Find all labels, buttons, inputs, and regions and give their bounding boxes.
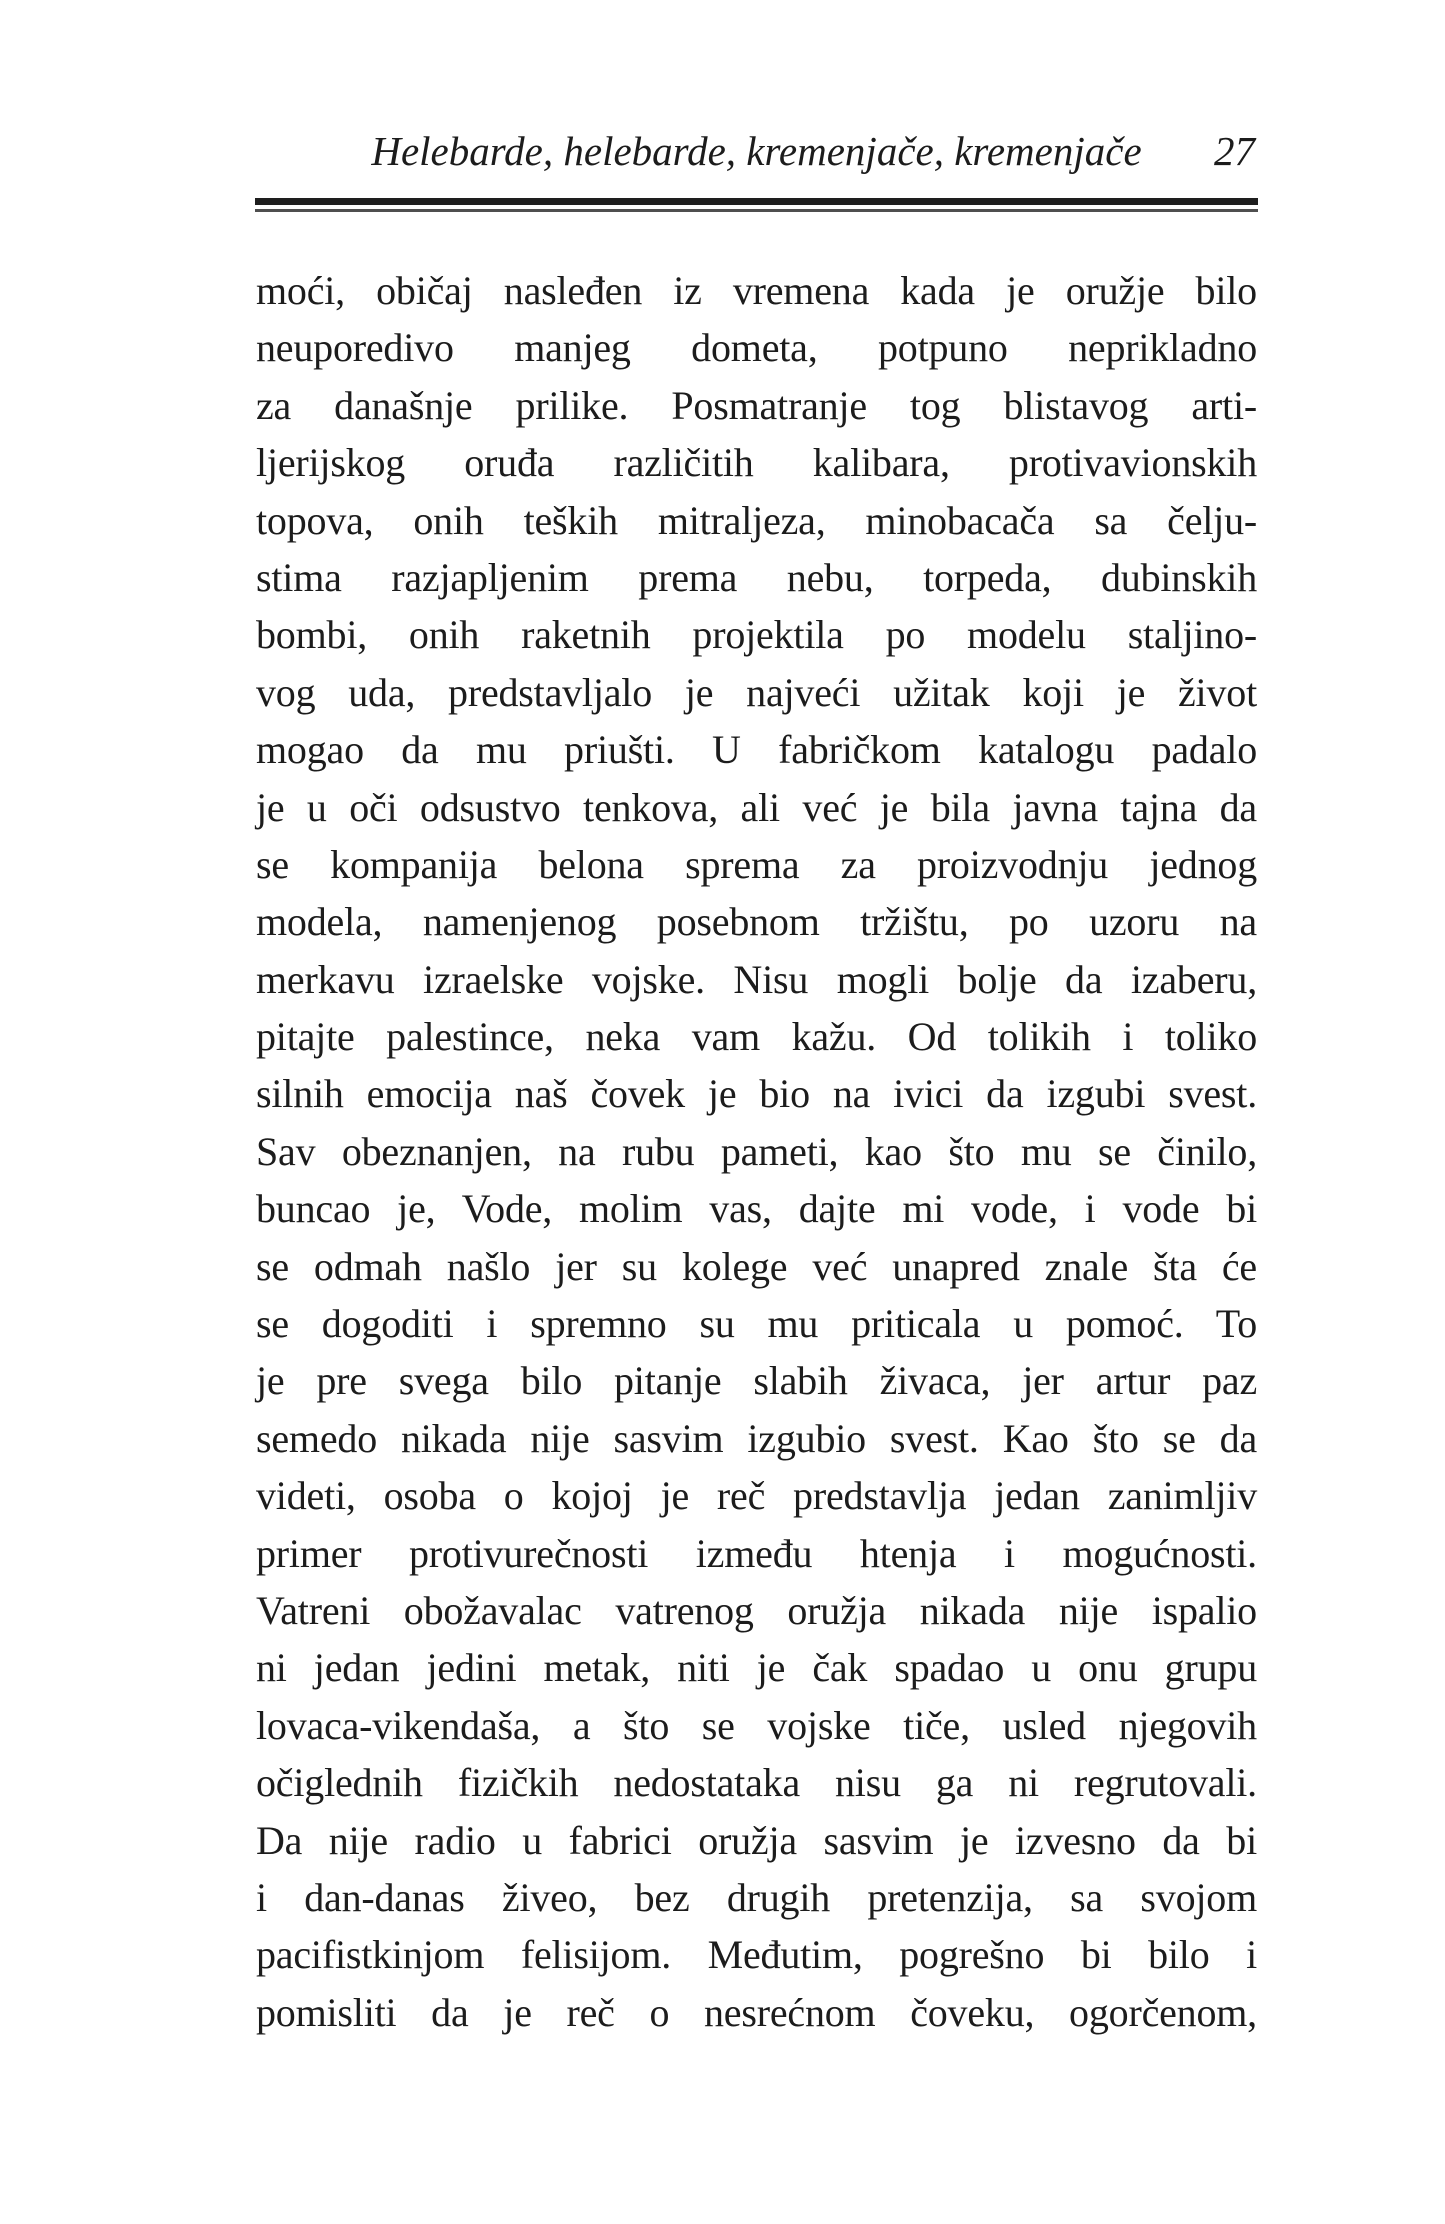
- text-line: i dan-danas živeo, bez drugih pretenzija, sa svojom: [256, 1874, 1257, 1920]
- text-line: buncao je, Vode, molim vas, dajte mi vode, i vode bi: [256, 1186, 1257, 1232]
- text-line: primer protivurečnosti između htenja i mogućnosti.: [256, 1530, 1257, 1576]
- text-line: silnih emocija naš čovek je bio na ivici da izgubi svest.: [256, 1071, 1257, 1117]
- text-line: bombi, onih raketnih projektila po modelu staljino-: [256, 612, 1257, 658]
- text-line: ljerijskog oruđa različitih kalibara, protivavionskih: [256, 440, 1257, 486]
- text-line: lovaca-vikendaša, a što se vojske tiče, usled njegovih: [256, 1702, 1257, 1748]
- text-line: pacifistkinjom felisijom. Međutim, pogrešno bi bilo i: [256, 1932, 1257, 1978]
- text-line: pitajte palestince, neka vam kažu. Od tolikih i toliko: [256, 1014, 1257, 1060]
- text-line: videti, osoba o kojoj je reč predstavlja jedan zanimljiv: [256, 1473, 1257, 1519]
- text-line: se kompanija belona sprema za proizvodnju jednog: [256, 841, 1257, 887]
- text-line: se dogoditi i spremno su mu priticala u pomoć. To: [256, 1301, 1257, 1347]
- rule-thin-line: [255, 209, 1258, 212]
- page-number: 27: [1214, 128, 1255, 174]
- text-line: stima razjapljenim prema nebu, torpeda, dubinskih: [256, 554, 1257, 600]
- text-line: neuporedivo manjeg dometa, potpuno neprikladno: [256, 325, 1257, 371]
- running-head: [256, 122, 1257, 180]
- text-line: ni jedan jedini metak, niti je čak spadao u onu grupu: [256, 1645, 1257, 1691]
- text-line: mogao da mu priušti. U fabričkom katalogu padalo: [256, 727, 1257, 773]
- text-line: topova, onih teških mitraljeza, minobacača sa čelju-: [256, 497, 1257, 543]
- text-line: merkavu izraelske vojske. Nisu mogli bolje da izaberu,: [256, 956, 1257, 1002]
- text-line: se odmah našlo jer su kolege već unapred znale šta će: [256, 1243, 1257, 1289]
- text-line: vog uda, predstavljalo je najveći užitak koji je život: [256, 669, 1257, 715]
- text-line: je pre svega bilo pitanje slabih živaca, jer artur paz: [256, 1358, 1257, 1404]
- text-line: semedo nikada nije sasvim izgubio svest. Kao što se da: [256, 1415, 1257, 1461]
- body-paragraph: [256, 262, 1257, 2041]
- text-line: modela, namenjenog posebnom tržištu, po uzoru na: [256, 899, 1257, 945]
- text-line: očiglednih fizičkih nedostataka nisu ga ni regrutovali.: [256, 1760, 1257, 1806]
- text-line: moći, običaj nasleđen iz vremena kada je oružje bilo: [256, 268, 1257, 313]
- text-line: je u oči odsustvo tenkova, ali već je bila javna tajna da: [256, 784, 1257, 830]
- text-line: Sav obeznanjen, na rubu pameti, kao što mu se činilo,: [256, 1128, 1257, 1174]
- text-line: Da nije radio u fabrici oružja sasvim je izvesno da bi: [256, 1817, 1257, 1863]
- text-line: Vatreni obožavalac vatrenog oružja nikada nije ispalio: [256, 1587, 1257, 1633]
- text-line: pomisliti da je reč o nesrećnom čoveku, ogorčenom,: [256, 1989, 1257, 2035]
- rule-thick-line: [255, 198, 1258, 205]
- text-line: za današnje prilike. Posmatranje tog blistavog arti-: [256, 382, 1257, 428]
- running-head-title: Helebarde, helebarde, kremenjače, kremenjače: [371, 128, 1142, 174]
- header-double-rule: [255, 198, 1258, 212]
